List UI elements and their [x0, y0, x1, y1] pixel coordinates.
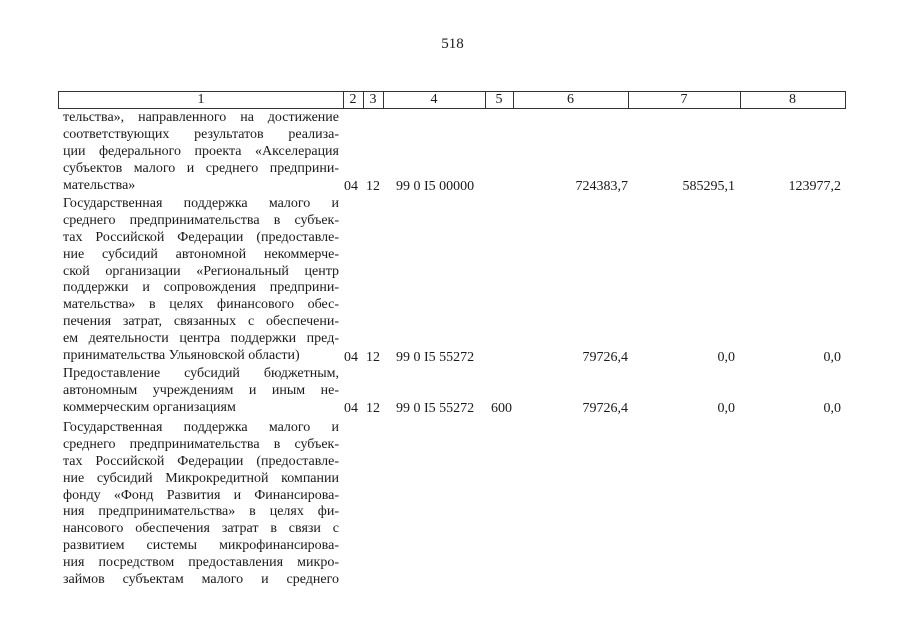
description-line: тельства», направленного на достижение: [63, 110, 339, 125]
header-col-2: 2: [343, 92, 364, 108]
description-line: соответствующих результатов реализа-: [63, 126, 339, 142]
cell-subchapter: 12: [366, 179, 380, 194]
cell-amount-col7: 0,0: [717, 350, 735, 365]
description-line: мательства» в целях финансового обес-: [63, 297, 339, 313]
description-line: поддержки и сопровождения предприни-: [63, 280, 339, 296]
description-line: тах Российской Федерации (предоставле-: [63, 229, 339, 245]
header-col-1: 1: [59, 92, 344, 108]
cell-expense-type: 600: [491, 401, 512, 416]
cell-amount-total: 724383,7: [575, 179, 628, 194]
description-line: принимательства Ульяновской области): [63, 348, 300, 364]
cell-amount-col7: 585295,1: [682, 179, 735, 194]
description-line: ем деятельности центра поддержки пред-: [63, 331, 339, 347]
description-line: ской организации «Региональный центр: [63, 263, 339, 279]
description-line: мательства»: [63, 177, 136, 193]
row-description: [63, 196, 339, 365]
cell-amount-col8: 123977,2: [788, 179, 841, 194]
header-col-7: 7: [628, 92, 741, 108]
description-line: среднего предпринимательства в субъек-: [63, 212, 339, 228]
cell-amount-total: 79726,4: [582, 350, 628, 365]
cell-target-article: 99 0 I5 00000: [396, 179, 475, 194]
cell-amount-col8: 0,0: [823, 350, 841, 365]
cell-target-article: 99 0 I5 55272: [396, 401, 475, 416]
cell-chapter: 04: [344, 401, 358, 416]
description-line: среднего предпринимательства в субъек-: [63, 436, 339, 452]
description-line: субъектов малого и среднего предприни-: [63, 160, 339, 176]
description-line: нансового обеспечения затрат в связи с: [63, 521, 339, 537]
cell-amount-col7: 0,0: [717, 401, 735, 416]
header-col-5: 5: [485, 92, 514, 108]
cell-chapter: 04: [344, 350, 358, 365]
header-col-8: 8: [789, 92, 796, 107]
row-description: [63, 366, 339, 417]
header-col-3: 3: [363, 92, 384, 108]
description-line: ние субсидий Микрокредитной компании: [63, 470, 339, 486]
description-line: развитием системы микрофинансирова-: [63, 538, 339, 554]
description-line: займов субъектам малого и среднего: [63, 572, 339, 588]
page-number: 518: [441, 36, 464, 52]
description-line: ции федерального проекта «Акселерация: [63, 143, 339, 159]
description-line: ние субсидий автономной некоммерче-: [63, 246, 339, 262]
description-line: ния предпринимательства» в целях фи-: [63, 504, 339, 520]
cell-target-article: 99 0 I5 55272: [396, 350, 475, 365]
description-line: печения затрат, связанных с обеспечени-: [63, 314, 339, 330]
description-line: Предоставление субсидий бюджетным,: [63, 366, 339, 381]
header-col-4: 4: [383, 92, 486, 108]
description-line: фонду «Фонд Развития и Финансирова-: [63, 487, 339, 503]
description-line: коммерческим организациям: [63, 399, 236, 415]
description-line: Государственная поддержка малого и: [63, 420, 339, 435]
description-line: тах Российской Федерации (предоставле-: [63, 453, 339, 469]
cell-subchapter: 12: [366, 350, 380, 365]
table-header: [58, 91, 846, 109]
cell-amount-total: 79726,4: [582, 401, 628, 416]
cell-chapter: 04: [344, 179, 358, 194]
description-line: ния посредством предоставления микро-: [63, 555, 339, 571]
row-description: [63, 420, 339, 589]
row-description: [63, 110, 339, 194]
cell-subchapter: 12: [366, 401, 380, 416]
description-line: Государственная поддержка малого и: [63, 196, 339, 211]
cell-amount-col8: 0,0: [823, 401, 841, 416]
description-line: автономным учреждениям и иным не-: [63, 382, 339, 398]
header-col-6: 6: [513, 92, 629, 108]
